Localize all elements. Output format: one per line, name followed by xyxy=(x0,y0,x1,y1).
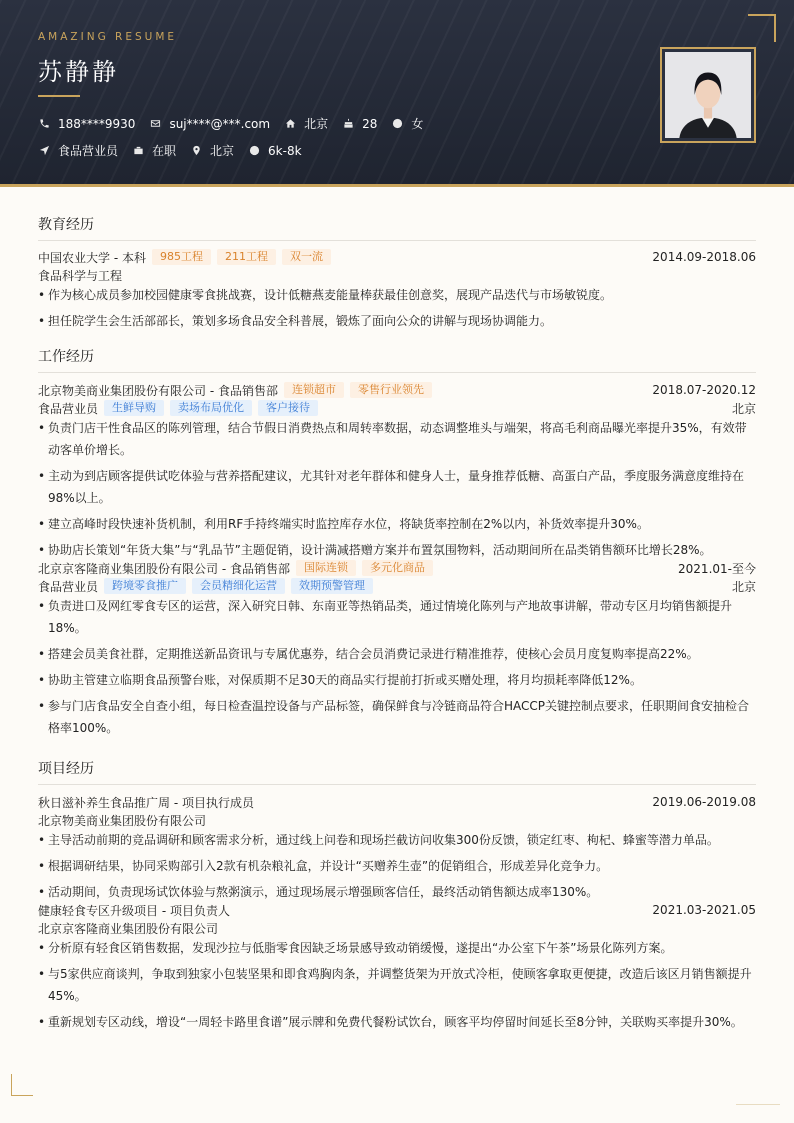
projects-section xyxy=(38,758,756,1037)
bullet-item: • 搭建会员美食社群，定期推送新品资讯与专属优惠券，结合会员消费记录进行精准推荐，使核心会员月度复购率提高22%。 xyxy=(38,643,756,665)
school-degree: 中国农业大学 - 本科 xyxy=(38,250,146,265)
bullet-list xyxy=(38,595,756,739)
target-city-text: 北京 xyxy=(210,144,235,158)
entry-header xyxy=(38,381,756,399)
gender-item xyxy=(391,115,423,132)
age-text: 28 xyxy=(362,116,378,131)
corner-ornament xyxy=(748,14,776,42)
role-tag: 效期预警管理 xyxy=(291,578,373,594)
entry-header xyxy=(38,793,756,811)
bullet-item: • 活动期间，负责现场试饮体验与熬粥演示，通过现场展示增强顾客信任，最终活动销售额达成率130%。 xyxy=(38,881,756,903)
age-item xyxy=(342,117,377,131)
role-tag: 会员精细化运营 xyxy=(192,578,285,594)
role: 食品营业员 xyxy=(38,401,99,416)
target-position-item xyxy=(38,142,118,159)
section-title: 项目经历 xyxy=(38,758,756,785)
entry-date: 2021.03-2021.05 xyxy=(652,903,756,917)
phone-icon xyxy=(38,118,50,130)
project-role: 健康轻食专区升级项目 - 项目负责人 xyxy=(38,903,230,918)
entry-date: 2014.09-2018.06 xyxy=(652,250,756,264)
role-tag: 客户接待 xyxy=(258,400,318,416)
bullet-list xyxy=(38,417,756,561)
job-status-text: 在职 xyxy=(152,144,177,158)
avatar xyxy=(665,52,751,138)
salary-icon xyxy=(248,145,260,157)
section-title: 工作经历 xyxy=(38,346,756,373)
corner-ornament xyxy=(11,1074,33,1096)
target-city-item xyxy=(190,142,234,159)
entry-header xyxy=(38,248,756,266)
work-section xyxy=(38,346,756,743)
project-entry xyxy=(38,793,756,903)
work-city: 北京 xyxy=(731,579,756,594)
gender-text: 女 xyxy=(411,117,424,131)
bullet-list xyxy=(38,937,756,1033)
email-item xyxy=(149,117,270,131)
entry-header xyxy=(38,901,756,919)
entry-date: 2021.01-至今 xyxy=(678,561,756,576)
contact-row xyxy=(38,115,437,132)
school-tag: 985工程 xyxy=(152,249,211,265)
status-icon xyxy=(132,145,144,157)
phone-text: 188****9930 xyxy=(58,116,136,131)
candidate-name: 苏静静 xyxy=(38,58,119,86)
send-icon xyxy=(38,145,50,157)
resume-header xyxy=(0,0,794,184)
salary-item xyxy=(248,144,302,158)
major: 食品科学与工程 xyxy=(38,268,123,283)
job-intent-row xyxy=(38,142,316,159)
role-line xyxy=(38,577,756,595)
org-line xyxy=(38,919,756,937)
project-org: 北京京客隆商业集团股份有限公司 xyxy=(38,921,219,936)
gender-icon xyxy=(391,118,403,130)
major-line xyxy=(38,266,756,284)
bullet-item: • 担任院学生会生活部部长，策划多场食品安全科普展，锻炼了面向公众的讲解与现场协调能力。 xyxy=(38,310,756,332)
bullet-item: • 根据调研结果，协同采购部引入2款有机杂粮礼盒，并设计“买赠养生壶”的促销组合，形成差异化竞争力。 xyxy=(38,855,756,877)
bullet-list xyxy=(38,284,756,332)
company-tag: 国际连锁 xyxy=(296,560,356,576)
target-position-text: 食品营业员 xyxy=(58,144,119,158)
company-dept: 北京物美商业集团股份有限公司 - 食品销售部 xyxy=(38,383,278,398)
project-org: 北京物美商业集团股份有限公司 xyxy=(38,813,207,828)
brand-label: AMAZING RESUME xyxy=(38,31,178,43)
bullet-item: • 主动为到店顾客提供试吃体验与营养搭配建议，尤其针对老年群体和健身人士，量身推荐低糖、高蛋白产品，季度服务满意度维持在98%以上。 xyxy=(38,465,756,509)
bullet-item: • 主导活动前期的竞品调研和顾客需求分析，通过线上问卷和现场拦截访问收集300份反馈，锁定红枣、枸杞、蜂蜜等潜力单品。 xyxy=(38,829,756,851)
bullet-item: • 重新规划专区动线，增设“一周轻卡路里食谱”展示牌和免费代餐粉试饮台，顾客平均停留时间延长至8分钟，关联购买率提升30%。 xyxy=(38,1011,756,1033)
role-tag: 生鲜导购 xyxy=(104,400,164,416)
role: 食品营业员 xyxy=(38,579,99,594)
bullet-item: • 分析原有轻食区销售数据，发现沙拉与低脂零食因缺乏场景感导致动销缓慢，遂提出“办公室下午茶”场景化陈列方案。 xyxy=(38,937,756,959)
mail-icon xyxy=(149,118,161,130)
bullet-item: • 作为核心成员参加校园健康零食挑战赛，设计低糖燕麦能量棒获最佳创意奖，展现产品迭代与市场敏锐度。 xyxy=(38,284,756,306)
education-entry xyxy=(38,248,756,332)
project-role: 秋日滋补养生食品推广周 - 项目执行成员 xyxy=(38,795,254,810)
email-text: suj****@***.com xyxy=(169,116,271,131)
work-city: 北京 xyxy=(731,401,756,416)
work-entry xyxy=(38,559,756,739)
school-tag: 211工程 xyxy=(217,249,276,265)
entry-date: 2018.07-2020.12 xyxy=(652,383,756,397)
name-underline xyxy=(38,95,80,97)
role-tag: 跨境零食推广 xyxy=(104,578,186,594)
section-title: 教育经历 xyxy=(38,214,756,241)
cake-icon xyxy=(342,118,354,130)
role-line xyxy=(38,399,756,417)
location-icon xyxy=(190,145,202,157)
bullet-item: • 协助主管建立临期食品预警台账，对保质期不足30天的商品实行提前打折或买赠处理，将月均损耗率降低12%。 xyxy=(38,669,756,691)
role-tag: 卖场布局优化 xyxy=(170,400,252,416)
home-icon xyxy=(284,118,296,130)
company-tag: 连锁超市 xyxy=(284,382,344,398)
avatar-frame xyxy=(660,47,756,143)
company-tag: 零售行业领先 xyxy=(350,382,432,398)
job-status-item xyxy=(132,142,176,159)
org-line xyxy=(38,811,756,829)
salary-text: 6k-8k xyxy=(268,143,302,158)
bullet-item: • 建立高峰时段快速补货机制，利用RF手持终端实时监控库存水位，将缺货率控制在2%以内，补货效率提升30%。 xyxy=(38,513,756,535)
bullet-item: • 参与门店食品安全自查小组，每日检查温控设备与产品标签，确保鲜食与冷链商品符合HACCP关键控制点要求，任职期间食安抽检合格率100%。 xyxy=(38,695,756,739)
bullet-item: • 负责门店干性食品区的陈列管理，结合节假日消费热点和周转率数据，动态调整堆头与端架，将高毛利商品曝光率提升35%，有效带动客单价增长。 xyxy=(38,417,756,461)
work-entry xyxy=(38,381,756,561)
header-gold-line xyxy=(0,184,794,187)
company-tag: 多元化商品 xyxy=(362,560,433,576)
entry-header xyxy=(38,559,756,577)
phone-item xyxy=(38,117,135,131)
company-dept: 北京京客隆商业集团股份有限公司 - 食品销售部 xyxy=(38,561,290,576)
entry-date: 2019.06-2019.08 xyxy=(652,795,756,809)
education-section xyxy=(38,214,756,336)
corner-ornament xyxy=(736,1104,780,1105)
bullet-item: • 与5家供应商谈判，争取到独家小包装坚果和即食鸡胸肉条，并调整货架为开放式冷柜，使顾客拿取更便捷，改造后该区月销售额提升45%。 xyxy=(38,963,756,1007)
bullet-item: • 协助店长策划“年货大集”与“乳品节”主题促销，设计满减搭赠方案并布置氛围物料，活动期间所在品类销售额环比增长28%。 xyxy=(38,539,756,561)
bullet-list xyxy=(38,829,756,903)
residence-text: 北京 xyxy=(304,117,329,131)
bullet-item: • 负责进口及网红零食专区的运营，深入研究日韩、东南亚等热销品类，通过情境化陈列与产地故事讲解，带动专区月均销售额提升18%。 xyxy=(38,595,756,639)
project-entry xyxy=(38,901,756,1033)
school-tag: 双一流 xyxy=(282,249,331,265)
residence-item xyxy=(284,115,328,132)
